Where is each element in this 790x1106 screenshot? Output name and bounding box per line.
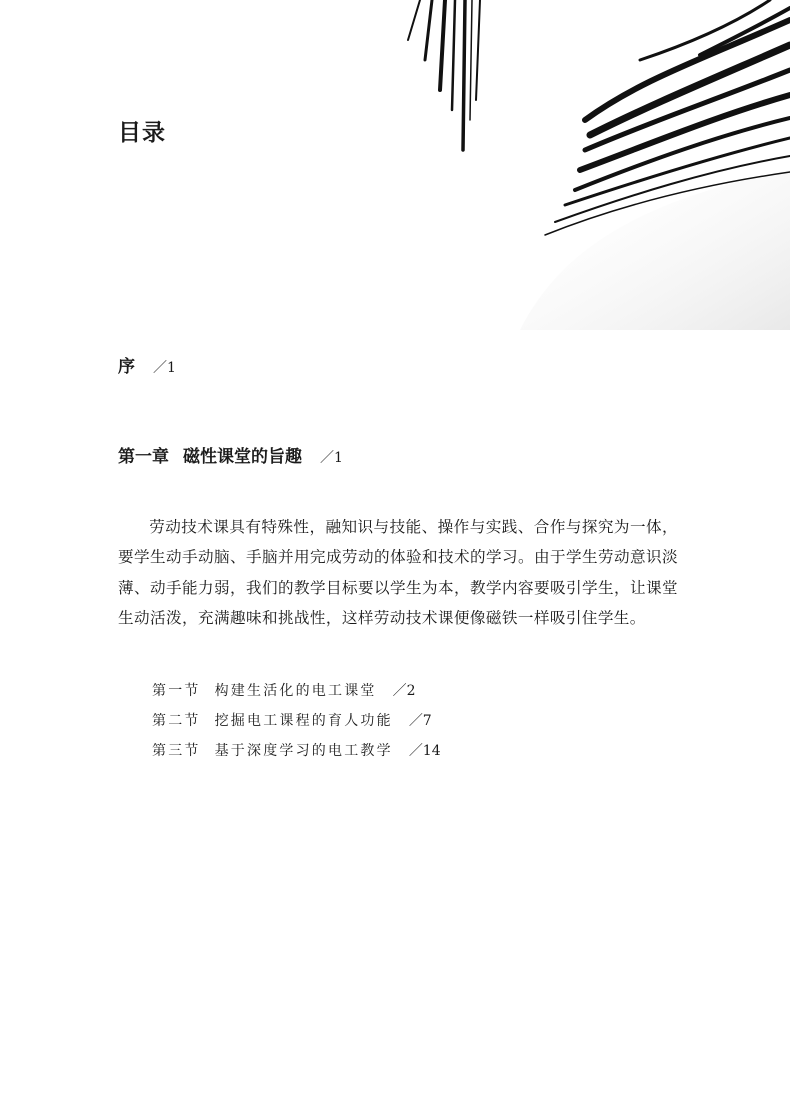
page-title: 目录 <box>118 119 166 146</box>
section-list <box>152 676 441 766</box>
chapter-number: 第一章 <box>118 447 169 467</box>
chapter-summary: 劳动技术课具有特殊性，融知识与技能、操作与实践、合作与探究为一体，要学生动手动脑、手脑并用完成劳动的体验和技术的学习。由于学生劳动意识淡薄、动手能力弱，我们的教学目标要以学生为本，教学内容要吸引学生，让课堂生动活泼，充满趣味和挑战性，这样劳动技术课便像磁铁一样吸引住学生。 <box>118 517 678 628</box>
chapter-page: ／1 <box>320 450 343 466</box>
section-page: ／7 <box>408 713 432 729</box>
section-page: ／14 <box>408 743 441 759</box>
section-number: 第二节 <box>152 713 201 729</box>
toc-entry-chapter-1[interactable] <box>118 442 343 467</box>
preface-page: ／1 <box>153 360 176 376</box>
section-number: 第一节 <box>152 683 201 699</box>
section-number: 第三节 <box>152 743 201 759</box>
preface-name: 序 <box>118 357 135 377</box>
section-name: 基于深度学习的电工教学 <box>214 743 393 759</box>
toc-entry-section-1[interactable] <box>152 676 441 706</box>
section-name: 挖掘电工课程的育人功能 <box>214 713 393 729</box>
toc-entry-preface[interactable] <box>118 352 176 377</box>
section-page: ／2 <box>392 683 416 699</box>
section-name: 构建生活化的电工课堂 <box>214 683 377 699</box>
chapter-name: 磁性课堂的旨趣 <box>183 447 302 467</box>
toc-entry-section-2[interactable] <box>152 706 441 736</box>
toc-entry-section-3[interactable] <box>152 736 441 766</box>
decorative-brush-strokes <box>0 0 790 330</box>
